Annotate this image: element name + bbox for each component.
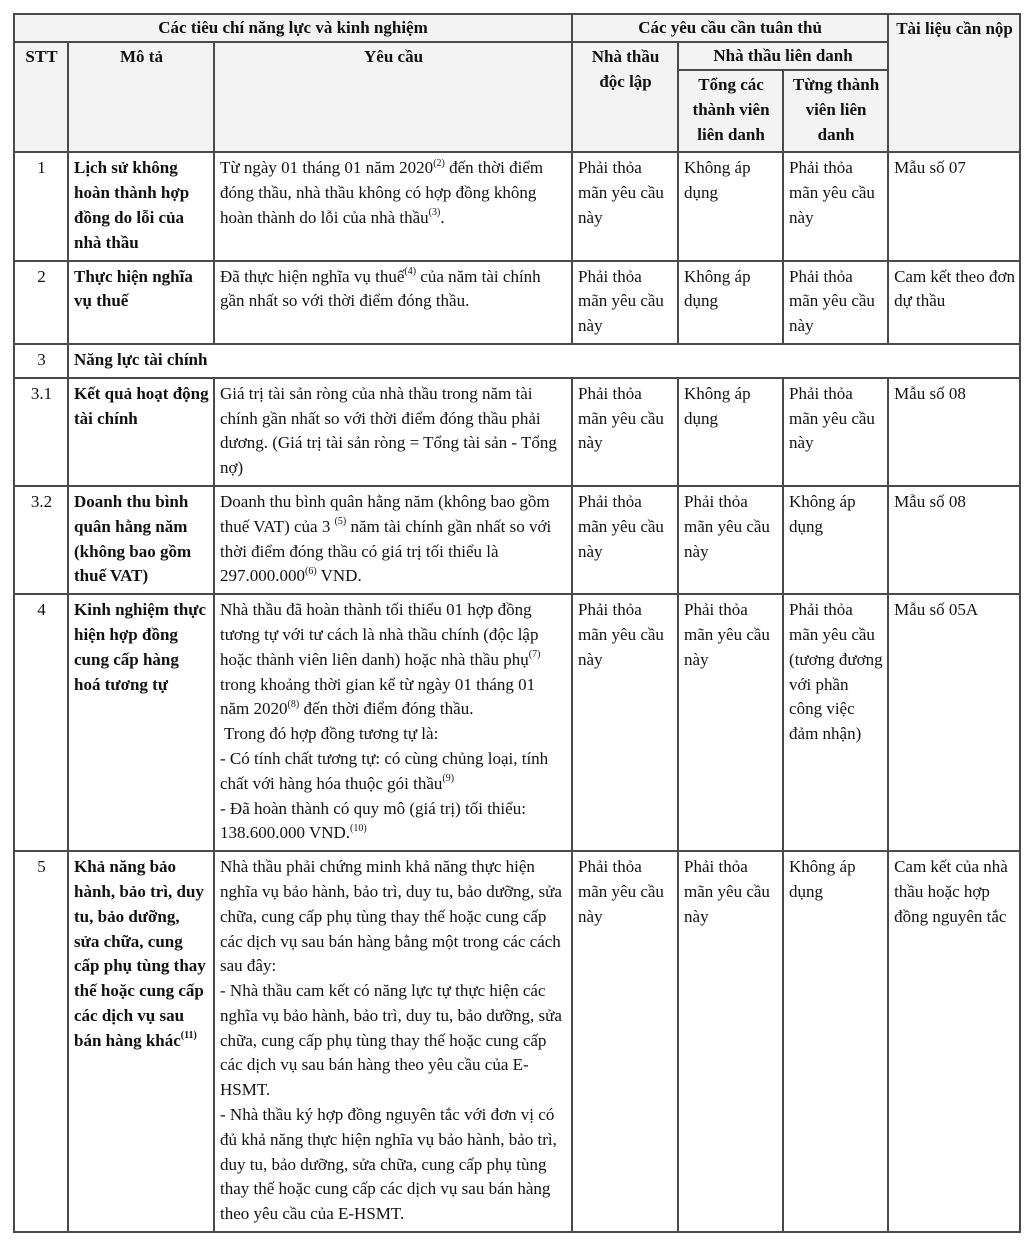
footnote-ref: (11) [180,1030,197,1042]
row-stt: 3 [14,344,68,378]
requirement-text: - Đã hoàn thành có quy mô (giá trị) tối thiểu: 138.600.000 VND. [220,798,526,843]
row-requirement [214,594,572,851]
header-jv-total-members: Tổng các thành viên liên danh [678,70,783,152]
row-documents: Mẫu số 08 [888,486,1020,594]
row-jv-each: Không áp dụng [783,486,888,594]
requirement-item [220,747,567,797]
row-requirement: Giá trị tài sản ròng của nhà thầu trong năm tài chính gần nhất so với thời điểm đóng thầu phải dương. (Giá trị tài sản ròng = Tổng tài sản - Tổng nợ) [214,378,572,486]
requirement-text: năm tài chính gần nhất so với thời điểm đóng thầu có giá trị tối thiểu là 297.000.000 [220,516,552,586]
row-jv-each: Không áp dụng [783,851,888,1232]
row-requirement [214,851,572,1232]
requirement-text: đến thời điểm đóng thầu. [299,699,474,719]
header-stt: STT [14,42,68,152]
section-title: Năng lực tài chính [68,344,1020,378]
row-requirement [214,261,572,344]
row-documents: Mẫu số 05A [888,594,1020,851]
footnote-ref: (8) [287,698,300,710]
row-requirement [214,486,572,594]
requirement-text: - Có tính chất tương tự: có cùng chủng loại, tính chất với hàng hóa thuộc gói thầu [220,748,549,793]
row-stt: 5 [14,851,68,1232]
row-jv-total: Không áp dụng [678,152,783,260]
row-independent: Phải thỏa mãn yêu cầu này [572,152,678,260]
requirement-text: VND. [316,566,362,586]
row-jv-each: Phải thỏa mãn yêu cầu (tương đương với phần công việc đảm nhận) [783,594,888,851]
row-stt: 2 [14,261,68,344]
row-independent: Phải thỏa mãn yêu cầu này [572,851,678,1232]
requirement-item: - Nhà thầu ký hợp đồng nguyên tắc với đơn vị có đủ khả năng thực hiện nghĩa vụ bảo hành, bảo trì, duy tu, bảo dưỡng, sửa chữa, cung cấp phụ tùng thay thế hoặc cung cấp các dịch vụ sau bán hàng theo yêu cầu của E-HSMT. [220,1105,557,1224]
row-requirement [214,152,572,260]
row-independent: Phải thỏa mãn yêu cầu này [572,378,678,486]
row-jv-total: Phải thỏa mãn yêu cầu này [678,486,783,594]
row-jv-total: Phải thỏa mãn yêu cầu này [678,594,783,851]
requirement-text: đến thời điểm đóng thầu, nhà thầu không có hợp đồng không hoàn thành do lỗi của nhà thầu [220,158,544,227]
row-stt: 1 [14,152,68,260]
row-documents: Cam kết theo đơn dự thầu [888,261,1020,344]
header-criteria-group: Các tiêu chí năng lực và kinh nghiệm [14,14,572,42]
footnote-ref: (6) [305,565,317,577]
row-jv-each: Phải thỏa mãn yêu cầu này [783,152,888,260]
requirement-text: Đã thực hiện nghĩa vụ thuế [220,266,405,286]
header-joint-venture: Nhà thầu liên danh [678,42,888,70]
table-row [14,152,1020,260]
requirement-intro: Trong đó hợp đồng tương tự là: [224,724,439,744]
section-row [14,344,1020,378]
row-independent: Phải thỏa mãn yêu cầu này [572,261,678,344]
table-row [14,486,1020,594]
row-description: Kinh nghiệm thực hiện hợp đồng cung cấp hàng hoá tương tự [68,594,214,851]
table-row [14,261,1020,344]
requirement-paragraph: Nhà thầu phải chứng minh khả năng thực hiện nghĩa vụ bảo hành, bảo trì, duy tu, bảo dưỡng, sửa chữa, cung cấp phụ tùng thay thế hoặc cung cấp các dịch vụ sau bán hàng bằng một trong các cách sau đây: [220,857,562,976]
requirement-item [220,797,567,847]
requirement-item: - Nhà thầu cam kết có năng lực tự thực hiện các nghĩa vụ bảo hành, bảo trì, duy tu, bảo dưỡng, sửa chữa, cung cấp phụ tùng thay thế hoặc cung cấp các dịch vụ sau bán hàng theo yêu cầu của E-HSMT. [220,981,562,1100]
header-compliance-group: Các yêu cầu cần tuân thủ [572,14,888,42]
requirement-text: của năm tài chính gần nhất so với thời điểm đóng thầu. [220,266,541,311]
requirement-paragraph [220,598,567,722]
row-independent: Phải thỏa mãn yêu cầu này [572,594,678,851]
requirement-text: . [440,207,445,227]
header-independent-contractor: Nhà thầu độc lập [572,42,678,152]
row-documents: Mẫu số 07 [888,152,1020,260]
footnote-ref: (7) [528,649,541,661]
table-row [14,851,1020,1232]
row-documents: Cam kết của nhà thầu hoặc hợp đồng nguyên tắc [888,851,1020,1232]
row-jv-each: Phải thỏa mãn yêu cầu này [783,378,888,486]
row-description [68,851,214,1232]
row-independent: Phải thỏa mãn yêu cầu này [572,486,678,594]
row-description: Doanh thu bình quân hằng năm (không bao gồm thuế VAT) [68,486,214,594]
footnote-ref: (9) [442,773,455,785]
requirement-text: trong khoảng thời gian kể từ ngày 01 tháng 01 năm 2020 [220,674,536,719]
footnote-ref: (2) [433,157,445,169]
requirement-text: Từ ngày 01 tháng 01 năm 2020 [220,158,434,178]
table-row [14,378,1020,486]
row-stt: 3.1 [14,378,68,486]
header-documents: Tài liệu cần nộp [888,14,1020,152]
row-description: Lịch sử không hoàn thành hợp đồng do lỗi của nhà thầu [68,152,214,260]
row-jv-total: Phải thỏa mãn yêu cầu này [678,851,783,1232]
row-jv-total: Không áp dụng [678,261,783,344]
row-jv-total: Không áp dụng [678,378,783,486]
row-documents: Mẫu số 08 [888,378,1020,486]
footnote-ref: (4) [404,265,417,277]
row-stt: 4 [14,594,68,851]
row-jv-each: Phải thỏa mãn yêu cầu này [783,261,888,344]
table-row [14,594,1020,851]
footnote-ref: (10) [350,822,367,834]
row-description: Kết quả hoạt động tài chính [68,378,214,486]
header-jv-each-member: Từng thành viên liên danh [783,70,888,152]
row-stt: 3.2 [14,486,68,594]
requirement-text: Doanh thu bình quân hằng năm (không bao gồm thuế VAT) của 3 [220,491,550,536]
qualification-criteria-table [13,13,1021,1233]
footnote-ref: (5) [334,516,347,528]
header-requirement: Yêu cầu [214,42,572,152]
row-description: Thực hiện nghĩa vụ thuế [68,261,214,344]
header-description: Mô tả [68,42,214,152]
description-text: Khả năng bảo hành, bảo trì, duy tu, bảo dưỡng, sửa chữa, cung cấp phụ tùng thay thế hoặc cung cấp các dịch vụ sau bán hàng khác [74,857,206,1050]
requirement-text: Nhà thầu đã hoàn thành tối thiểu 01 hợp đồng tương tự với tư cách là nhà thầu chính (độc lập hoặc thành viên liên danh) hoặc nhà thầu phụ [220,600,539,669]
footnote-ref: (3) [428,207,441,219]
